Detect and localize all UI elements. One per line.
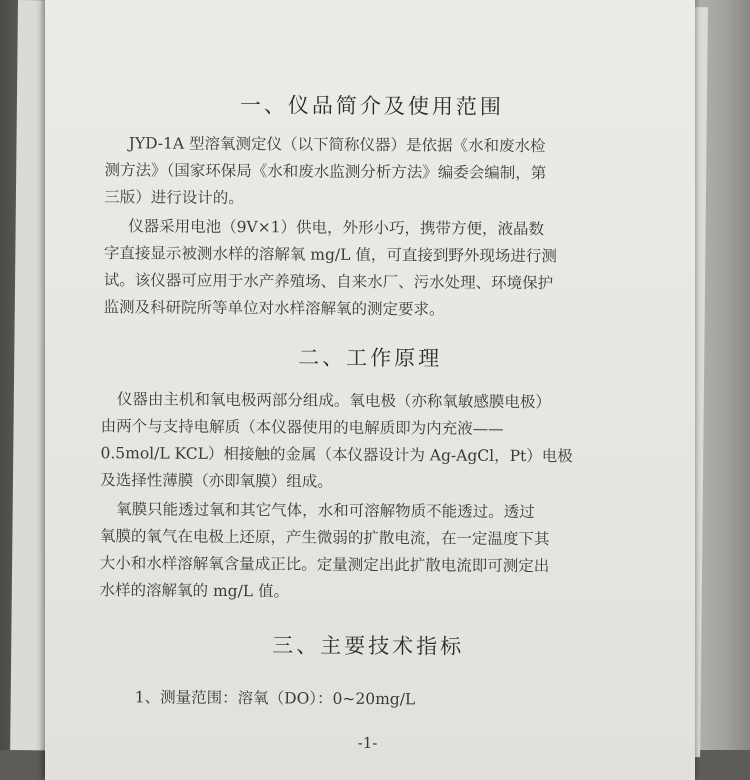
section2-line: 及选择性薄膜（亦即氧膜）组成。 <box>100 471 333 491</box>
document-page <box>45 0 695 780</box>
section2-line: 氧膜只能透过氧和其它气体，水和可溶解物质不能透过。透过 <box>116 500 535 522</box>
section2-line: 氧膜的氧气在电极上还原，产生微弱的扩散电流，在一定温度下其 <box>99 527 550 549</box>
section2-line: 大小和水样溶解氧含量成正比。定量测定出此扩散电流即可测定出 <box>99 554 550 576</box>
section1-line: 字直接显示被测水样的溶解氧 mg/L 值，可直接到野外现场进行测 <box>103 244 557 266</box>
section3-heading: 三、主要技术指标 <box>272 633 465 659</box>
section2-line: 由两个与支持电解质（本仪器使用的电解质即为内充液—— <box>100 417 504 438</box>
section1-line: JYD-1A 型溶氧测定仪（以下简称仪器）是依据《水和废水检 <box>128 134 546 156</box>
section1-line: 测方法》（国家环保局《水和废水监测分析方法》编委会编制，第 <box>104 161 547 183</box>
page-content <box>45 0 695 780</box>
section1-line: 试。该仪器可应用于水产养殖场、自来水厂、污水处理、环境保护 <box>103 271 554 293</box>
section1-line: 三版）进行设计的。 <box>104 188 244 208</box>
section1-heading: 一、仪品简介及使用范围 <box>239 93 505 119</box>
section3-line: 1、测量范围：溶氧（DO）：0~20mg/L <box>134 688 416 709</box>
section2-line: 0.5mol/L KCL）相接触的金属（本仪器设计为 Ag-AgCl，Pt）电极 <box>100 444 573 466</box>
section1-line: 仪器采用电池（9V×1）供电，外形小巧，携带方便，液晶数 <box>128 217 545 239</box>
section2-line: 仪器由主机和氧电极两部分组成。氧电极（亦称氧敏感膜电极） <box>116 390 551 412</box>
section2-line: 水样的溶解氧的 mg/L 值。 <box>99 581 290 601</box>
page-number: -1- <box>357 733 378 753</box>
section1-line: 监测及科研院所等单位对水样溶解氧的测定要求。 <box>103 298 445 319</box>
section2-heading: 二、工作原理 <box>298 345 443 371</box>
